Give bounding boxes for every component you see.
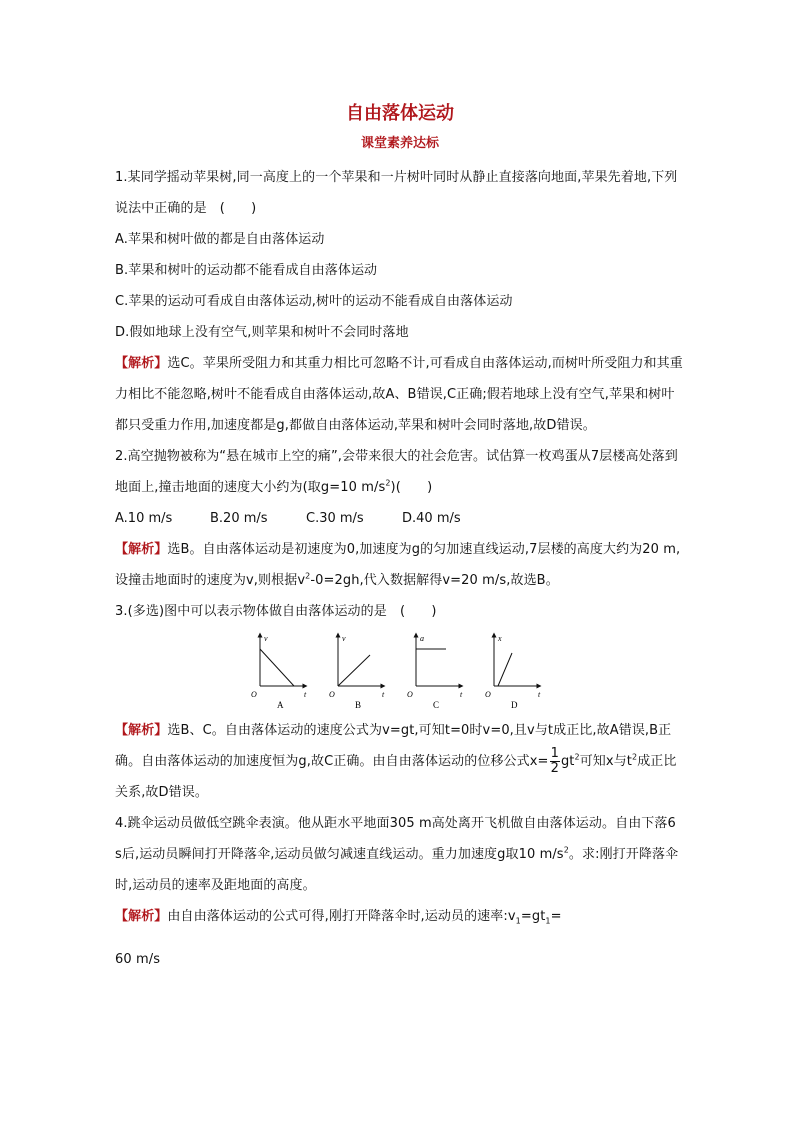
question-2-option-b: B.20 m/s — [210, 511, 268, 526]
analysis-tag: 【解析】 — [115, 909, 168, 924]
graph-d — [485, 634, 541, 709]
superscript: 2 — [385, 478, 391, 488]
graph-c — [407, 634, 463, 709]
superscript: 2 — [563, 845, 569, 855]
question-2-options — [115, 503, 685, 534]
analysis-tag: 【解析】 — [115, 723, 168, 738]
question-2-option-d: D.40 m/s — [402, 511, 461, 526]
origin-label: O — [251, 690, 257, 699]
stem-text: )( ) — [390, 480, 433, 495]
question-3-analysis — [115, 715, 685, 808]
analysis-tag: 【解析】 — [115, 542, 168, 557]
analysis-text: 由自由落体运动的公式可得,刚打开降落伞时,运动员的速率:v — [167, 909, 516, 924]
question-1-option-d: D.假如地球上没有空气,则苹果和树叶不会同时落地 — [115, 325, 409, 340]
question-4-stem — [115, 808, 685, 901]
analysis-text: 选C。苹果所受阻力和其重力相比可忽略不计,可看成自由落体运动,而树叶所受阻力和其重力相比不能忽略,树叶不能看成自由落体运动,故A、B错误,C正确;假若地球上没有空气,苹果和树叶都只受重力作用,加速度都是g,都做自由落体运动,苹果和树叶会同时落地,故D错误。 — [115, 356, 683, 433]
graph-line — [498, 653, 512, 686]
stem-text: 4.跳伞运动员做低空跳伞表演。他从距水平地面305 m高处离开飞机做自由落体运动。自由下落6 s后,运动员瞬间打开降落伞,运动员做匀减速直线运动。重力加速度g取10 m/s — [115, 816, 676, 862]
question-1-analysis — [115, 348, 685, 441]
y-axis-label: v — [264, 634, 268, 643]
question-2-analysis — [115, 534, 685, 596]
superscript: 2 — [305, 571, 311, 581]
analysis-text: 成正比关系,故D错误。 — [115, 754, 677, 800]
analysis-tag: 【解析】 — [115, 356, 168, 371]
x-axis-label: t — [460, 690, 463, 699]
graph-label: B — [355, 700, 362, 709]
superscript: 2 — [574, 752, 580, 762]
graph-line — [260, 649, 294, 686]
question-2-option-a: A.10 m/s — [115, 511, 173, 526]
question-1-stem: 1.某同学摇动苹果树,同一高度上的一个苹果和一片树叶同时从静止直接落向地面,苹果先着地,下列说法中正确的是 ( ) — [115, 170, 678, 216]
y-axis-label: a — [420, 634, 424, 643]
graph-line — [338, 655, 370, 686]
graph-label: D — [511, 700, 518, 709]
analysis-text: 可知x与t — [579, 754, 632, 769]
question-3-graphs — [115, 631, 685, 709]
subscript: 1 — [545, 916, 551, 926]
graph-a — [251, 634, 307, 709]
x-axis-label: t — [304, 690, 307, 699]
analysis-text: 选B。自由落体运动是初速度为0,加速度为g的匀加速直线运动,7层楼的高度大约为20 m,设撞击地面时的速度为v,则根据v — [115, 542, 681, 588]
origin-label: O — [329, 690, 335, 699]
question-4-analysis — [115, 901, 685, 932]
stem-text: 2.高空抛物被称为“悬在城市上空的痛”,会带来很大的社会危害。试估算一枚鸡蛋从7层楼高处落到地面上,撞击地面的速度大小约为(取g=10 m/s — [115, 449, 678, 495]
y-axis-label: x — [498, 634, 502, 643]
fraction-numerator: 1 — [550, 746, 559, 761]
question-1-option-c: C.苹果的运动可看成自由落体运动,树叶的运动不能看成自由落体运动 — [115, 294, 513, 309]
question-1-option-b: B.苹果和树叶的运动都不能看成自由落体运动 — [115, 263, 378, 278]
fraction — [550, 747, 560, 776]
question-1-option-a: A.苹果和树叶做的都是自由落体运动 — [115, 232, 325, 247]
analysis-text: gt — [560, 754, 575, 769]
superscript: 2 — [632, 752, 638, 762]
analysis-text: -0=2gh,代入数据解得v=20 m/s,故选B。 — [310, 573, 559, 588]
x-axis-label: t — [382, 690, 385, 699]
question-3-stem: 3.(多选)图中可以表示物体做自由落体运动的是 ( ) — [115, 604, 437, 619]
document-page — [115, 100, 685, 975]
analysis-text: 选B、C。自由落体运动的速度公式为v=gt,可知t=0时v=0,且v与t成正比,故A错误,B正确。自由落体运动的加速度恒为g,故C正确。由自由落体运动的位移公式x= — [115, 723, 672, 769]
x-axis-label: t — [538, 690, 541, 699]
question-4-result: 60 m/s — [115, 952, 161, 967]
graph-label: A — [277, 700, 284, 709]
graph-b — [329, 634, 385, 709]
analysis-text: = — [550, 909, 562, 924]
fraction-denominator: 2 — [550, 761, 559, 776]
y-axis-label: v — [342, 634, 346, 643]
origin-label: O — [407, 690, 413, 699]
origin-label: O — [485, 690, 491, 699]
question-2-option-c: C.30 m/s — [306, 511, 364, 526]
analysis-text: =gt — [520, 909, 546, 924]
section-subtitle: 课堂素养达标 — [360, 136, 439, 151]
question-2-stem — [115, 441, 685, 503]
subscript: 1 — [515, 916, 521, 926]
stem-text: 。求:刚打开降落伞时,运动员的速率及距地面的高度。 — [115, 847, 679, 893]
graphs-figure — [250, 631, 550, 709]
page-title: 自由落体运动 — [346, 103, 454, 124]
graph-label: C — [433, 700, 440, 709]
